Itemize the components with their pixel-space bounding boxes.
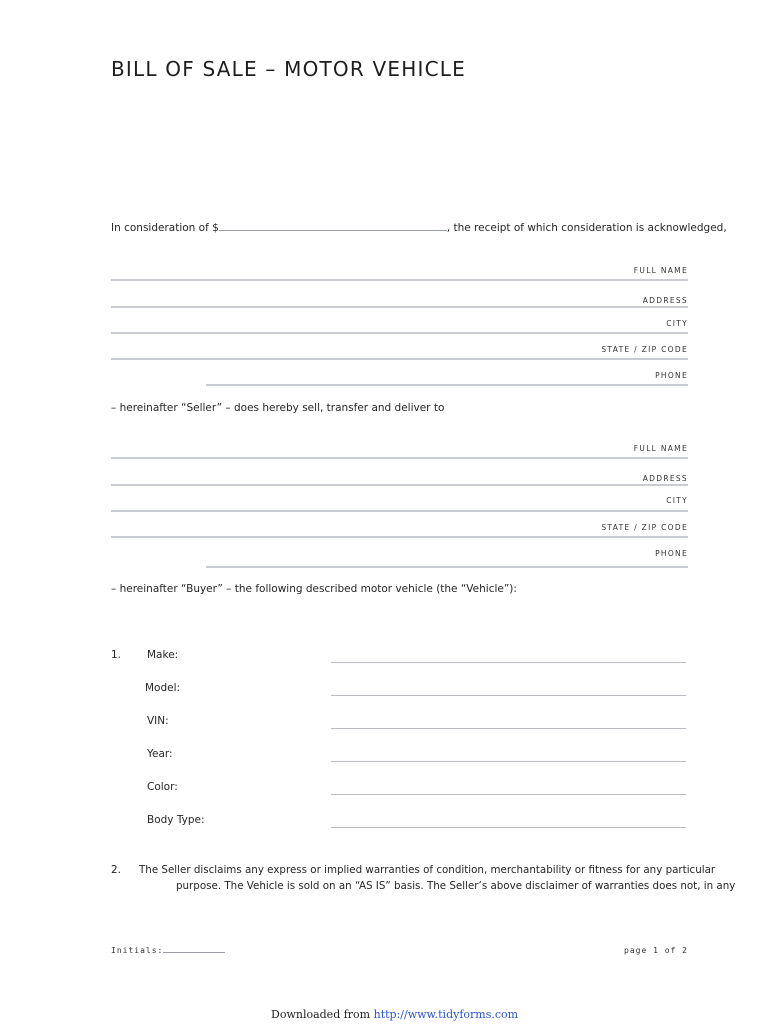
model-label: Model:	[145, 682, 181, 694]
buyer-city-label: CITY	[666, 496, 688, 505]
section-1-number: 1.	[111, 649, 122, 661]
model-field[interactable]	[331, 695, 686, 696]
seller-statement: – hereinafter “Seller” – does hereby sell, transfer and deliver to	[111, 402, 445, 414]
buyer-address-field[interactable]	[111, 484, 688, 486]
section-2-number: 2.	[111, 864, 122, 876]
footer-text: Downloaded from	[271, 1008, 374, 1021]
seller-state-zip-label: STATE / ZIP CODE	[601, 345, 688, 354]
seller-address-field[interactable]	[111, 306, 688, 308]
buyer-state-zip-field[interactable]	[111, 536, 688, 538]
make-label: Make:	[147, 649, 179, 661]
seller-city-field[interactable]	[111, 332, 688, 334]
initials-label: Initials:	[111, 946, 164, 955]
buyer-phone-label: PHONE	[655, 549, 688, 558]
initials-field[interactable]	[163, 944, 225, 953]
page-title: BILL OF SALE – MOTOR VEHICLE	[111, 57, 466, 81]
consideration-sentence	[111, 220, 727, 234]
seller-phone-label: PHONE	[655, 371, 688, 380]
seller-phone-field[interactable]	[206, 384, 688, 386]
seller-full-name-field[interactable]	[111, 279, 688, 281]
download-footer	[271, 1008, 518, 1021]
buyer-full-name-label: FULL NAME	[633, 444, 688, 453]
amount-field[interactable]	[219, 220, 447, 231]
vin-field[interactable]	[331, 728, 686, 729]
color-field[interactable]	[331, 794, 686, 795]
body-type-label: Body Type:	[147, 814, 205, 826]
buyer-phone-field[interactable]	[206, 566, 688, 568]
consideration-prefix: In consideration of $	[111, 222, 219, 234]
make-field[interactable]	[331, 662, 686, 663]
color-label: Color:	[147, 781, 178, 793]
warranty-line-2: purpose. The Vehicle is sold on an “AS IS” basis. The Seller’s above disclaimer of warranties does not, in any	[176, 880, 736, 892]
consideration-suffix: , the receipt of which consideration is acknowledged,	[446, 222, 727, 234]
buyer-statement: – hereinafter “Buyer” – the following described motor vehicle (the “Vehicle”):	[111, 583, 517, 595]
buyer-city-field[interactable]	[111, 510, 688, 512]
warranty-line-1: The Seller disclaims any express or implied warranties of condition, merchantability or fitness for any particular	[139, 864, 716, 876]
buyer-address-label: ADDRESS	[642, 474, 688, 483]
buyer-state-zip-label: STATE / ZIP CODE	[601, 523, 688, 532]
year-label: Year:	[147, 748, 173, 760]
year-field[interactable]	[331, 761, 686, 762]
seller-address-label: ADDRESS	[642, 296, 688, 305]
seller-city-label: CITY	[666, 319, 688, 328]
buyer-full-name-field[interactable]	[111, 457, 688, 459]
initials	[111, 944, 225, 955]
seller-state-zip-field[interactable]	[111, 358, 688, 360]
page-number: page 1 of 2	[624, 946, 688, 955]
footer-link[interactable]: http://www.tidyforms.com	[373, 1008, 519, 1021]
seller-full-name-label: FULL NAME	[633, 266, 688, 275]
body-type-field[interactable]	[331, 827, 686, 828]
vin-label: VIN:	[147, 715, 169, 727]
